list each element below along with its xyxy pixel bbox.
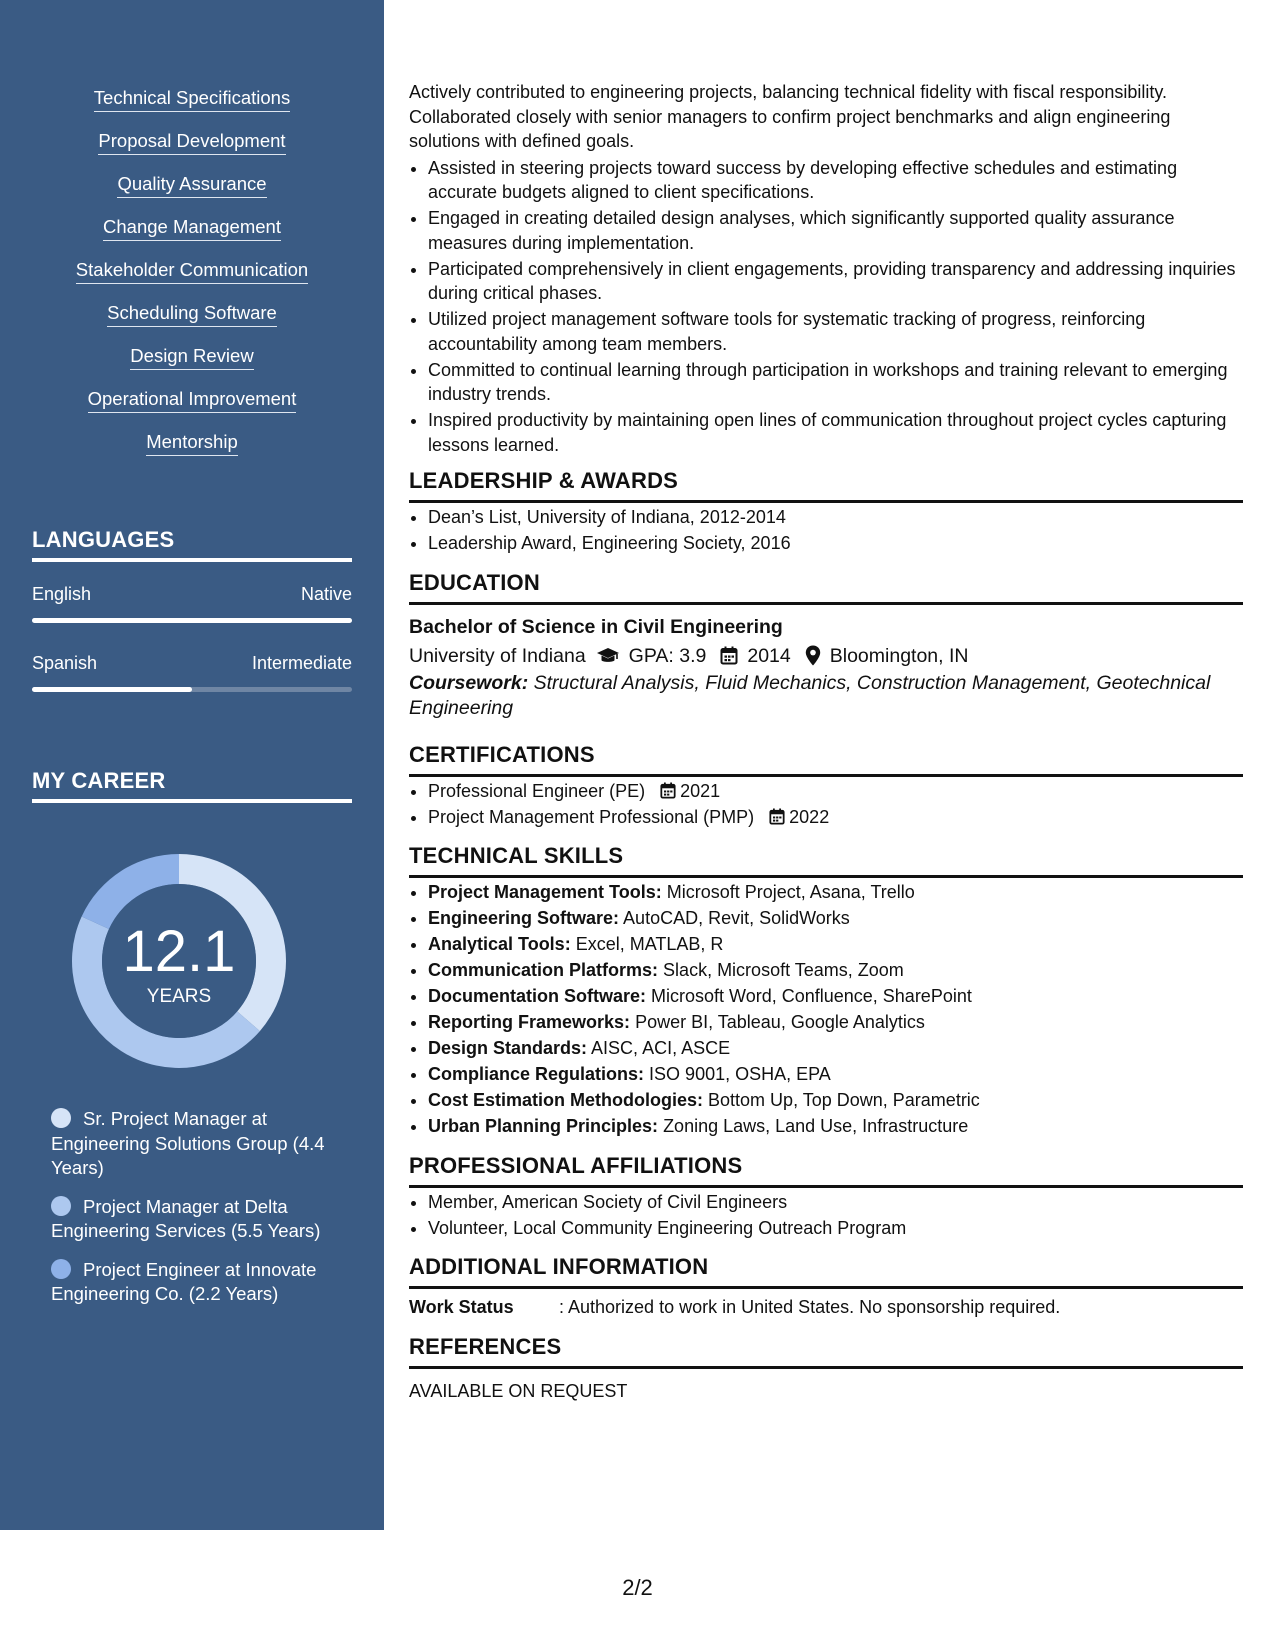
- language-name: Spanish: [32, 653, 98, 673]
- career-total: 12.1: [122, 919, 236, 984]
- language-spanish: [32, 653, 352, 692]
- location-pin-icon: [805, 645, 821, 666]
- career-item: [51, 1107, 351, 1181]
- school: University of Indiana: [409, 644, 586, 667]
- languages-heading: LANGUAGES: [32, 527, 352, 562]
- tech-skill-label: Compliance Regulations:: [428, 1064, 645, 1084]
- tech-skill-label: Reporting Frameworks:: [428, 1012, 631, 1032]
- tech-skill-label: Documentation Software:: [428, 986, 647, 1006]
- certification-year: 2021: [680, 780, 721, 801]
- tech-skill-label: Project Management Tools:: [428, 882, 662, 902]
- tech-skill-item: [428, 906, 1243, 931]
- education-entry: [409, 613, 1243, 721]
- tech-skill-item: [428, 958, 1243, 983]
- language-bar-fill: [32, 687, 192, 692]
- bullet-item: • Committed to continual learning through participation in workshops and training relevant to emerging industry trends.: [428, 358, 1243, 407]
- education-title: EDUCATION: [409, 569, 1243, 605]
- award-item: • Leadership Award, Engineering Society, 2016: [428, 531, 1243, 556]
- tech-skill-item: [428, 880, 1243, 905]
- tech-skill-label: Engineering Software:: [428, 908, 620, 928]
- language-bar-fill: [32, 618, 352, 623]
- tech-skill-label: Analytical Tools:: [428, 934, 571, 954]
- affiliations-title: PROFESSIONAL AFFILIATIONS: [409, 1152, 1243, 1188]
- references-text: AVAILABLE ON REQUEST: [409, 1380, 628, 1401]
- tech-skill-label: Design Standards:: [428, 1038, 588, 1058]
- career-dot: [51, 1259, 71, 1279]
- career-dot: [51, 1108, 71, 1128]
- skill-item: Mentorship: [146, 430, 238, 456]
- degree: Bachelor of Science in Civil Engineering: [409, 615, 783, 638]
- career-item: [51, 1195, 351, 1244]
- award-item: • Dean’s List, University of Indiana, 2012-2014: [428, 505, 1243, 530]
- location: Bloomington, IN: [829, 644, 969, 667]
- tech-skill-item: [428, 1010, 1243, 1035]
- language-bar: [32, 618, 352, 623]
- technical-skills-title: TECHNICAL SKILLS: [409, 842, 1243, 878]
- tech-skill-value: Power BI, Tableau, Google Analytics: [635, 1012, 925, 1032]
- language-level: Native: [300, 584, 352, 604]
- bullet-item: • Participated comprehensively in client engagements, providing transparency and addressing inquiries during critical phases.: [428, 257, 1243, 306]
- calendar-icon: [660, 782, 676, 799]
- tech-skill-item: [428, 1062, 1243, 1087]
- career-heading: MY CAREER: [32, 768, 352, 803]
- graduation-cap-icon: [596, 647, 620, 665]
- coursework: [409, 671, 1243, 721]
- certifications-title: CERTIFICATIONS: [409, 741, 1243, 777]
- skill-item: Stakeholder Communication: [76, 258, 308, 284]
- skill-item: Proposal Development: [98, 129, 285, 155]
- career-text: Project Engineer at Innovate Engineering Co. (2.2 Years): [51, 1258, 317, 1304]
- certification-item: [428, 779, 1243, 804]
- work-status-value: : Authorized to work in United States. No sponsorship required.: [559, 1297, 1061, 1317]
- language-name: English: [32, 584, 92, 604]
- skill-item: Operational Improvement: [88, 387, 297, 413]
- career-donut-chart: [66, 848, 292, 1074]
- tech-skill-item: [428, 984, 1243, 1009]
- tech-skill-value: Microsoft Word, Confluence, SharePoint: [651, 986, 972, 1006]
- tech-skill-value: Excel, MATLAB, R: [575, 934, 724, 954]
- tech-skill-value: Zoning Laws, Land Use, Infrastructure: [663, 1116, 969, 1136]
- bullet-item: • Engaged in creating detailed design analyses, which significantly supported quality assurance measures during implementation.: [428, 206, 1243, 255]
- certification-year: 2022: [789, 806, 830, 827]
- tech-skill-label: Communication Platforms:: [428, 960, 659, 980]
- technical-skills-list: [409, 880, 1243, 1139]
- language-level: Intermediate: [251, 653, 352, 673]
- tech-skill-value: AISC, ACI, ASCE: [591, 1038, 731, 1058]
- sidebar: [0, 0, 384, 1530]
- certification-item: [428, 805, 1243, 830]
- tech-skill-value: Microsoft Project, Asana, Trello: [666, 882, 915, 902]
- page-number: 2/2: [622, 1575, 653, 1600]
- gpa: GPA: 3.9: [628, 644, 707, 667]
- tech-skill-item: [428, 932, 1243, 957]
- skill-item: Design Review: [130, 344, 253, 370]
- certification-name: Professional Engineer (PE): [428, 780, 646, 801]
- career-dot: [51, 1196, 71, 1216]
- affiliation-item: • Volunteer, Local Community Engineering Outreach Program: [428, 1216, 1243, 1241]
- certifications-list: [409, 779, 1243, 830]
- additional-info-title: ADDITIONAL INFORMATION: [409, 1253, 1243, 1289]
- work-status-row: [409, 1295, 1243, 1320]
- skill-item: Quality Assurance: [117, 172, 266, 198]
- skill-item: Change Management: [103, 215, 281, 241]
- tech-skill-item: [428, 1036, 1243, 1061]
- calendar-icon: [720, 646, 738, 665]
- affiliations-list: [409, 1190, 1243, 1241]
- skill-item: Technical Specifications: [94, 86, 290, 112]
- main-content: [409, 80, 1243, 1403]
- awards-list: [409, 505, 1243, 556]
- language-bar: [32, 687, 352, 692]
- coursework-label: Coursework:: [409, 671, 529, 694]
- tech-skill-value: Bottom Up, Top Down, Parametric: [708, 1090, 980, 1110]
- language-english: [32, 584, 352, 623]
- career-text: Project Manager at Delta Engineering Services (5.5 Years): [51, 1195, 321, 1241]
- awards-title: LEADERSHIP & AWARDS: [409, 467, 1243, 503]
- summary: Actively contributed to engineering projects, balancing technical fidelity with fiscal responsibility. Collaborated closely with senior managers to confirm project benchmarks and align engineering solutions with defined goals.: [409, 82, 1171, 151]
- tech-skill-label: Urban Planning Principles:: [428, 1116, 659, 1136]
- bullet-item: • Utilized project management software tools for systematic tracking of progress, reinforcing accountability among team members.: [428, 307, 1243, 356]
- certification-name: Project Management Professional (PMP): [428, 806, 755, 827]
- career-text: Sr. Project Manager at Engineering Solutions Group (4.4 Years): [51, 1108, 325, 1178]
- education-details: [409, 641, 1243, 671]
- bullet-item: • Assisted in steering projects toward success by developing effective schedules and estimating accurate budgets aligned to client specifications.: [428, 156, 1243, 205]
- career-item: [51, 1258, 351, 1307]
- calendar-icon: [769, 808, 785, 825]
- coursework-text: Structural Analysis, Fluid Mechanics, Construction Management, Geotechnical Engineering: [409, 671, 1211, 719]
- skill-item: Scheduling Software: [107, 301, 277, 327]
- career-list: [51, 1107, 351, 1321]
- references-title: REFERENCES: [409, 1333, 1243, 1369]
- experience-bullets: [409, 156, 1243, 458]
- tech-skill-label: Cost Estimation Methodologies:: [428, 1090, 704, 1110]
- work-status-label: Work Status: [409, 1297, 514, 1317]
- skills-list: [0, 86, 384, 473]
- tech-skill-value: Slack, Microsoft Teams, Zoom: [663, 960, 904, 980]
- tech-skill-value: AutoCAD, Revit, SolidWorks: [623, 908, 850, 928]
- graduation-year: 2014: [747, 644, 791, 667]
- affiliation-item: • Member, American Society of Civil Engineers: [428, 1190, 1243, 1215]
- tech-skill-item: [428, 1088, 1243, 1113]
- tech-skill-item: [428, 1114, 1243, 1139]
- career-unit: YEARS: [146, 986, 212, 1007]
- bullet-item: • Inspired productivity by maintaining open lines of communication throughout project cycles capturing lessons learned.: [428, 408, 1243, 457]
- tech-skill-value: ISO 9001, OSHA, EPA: [649, 1064, 831, 1084]
